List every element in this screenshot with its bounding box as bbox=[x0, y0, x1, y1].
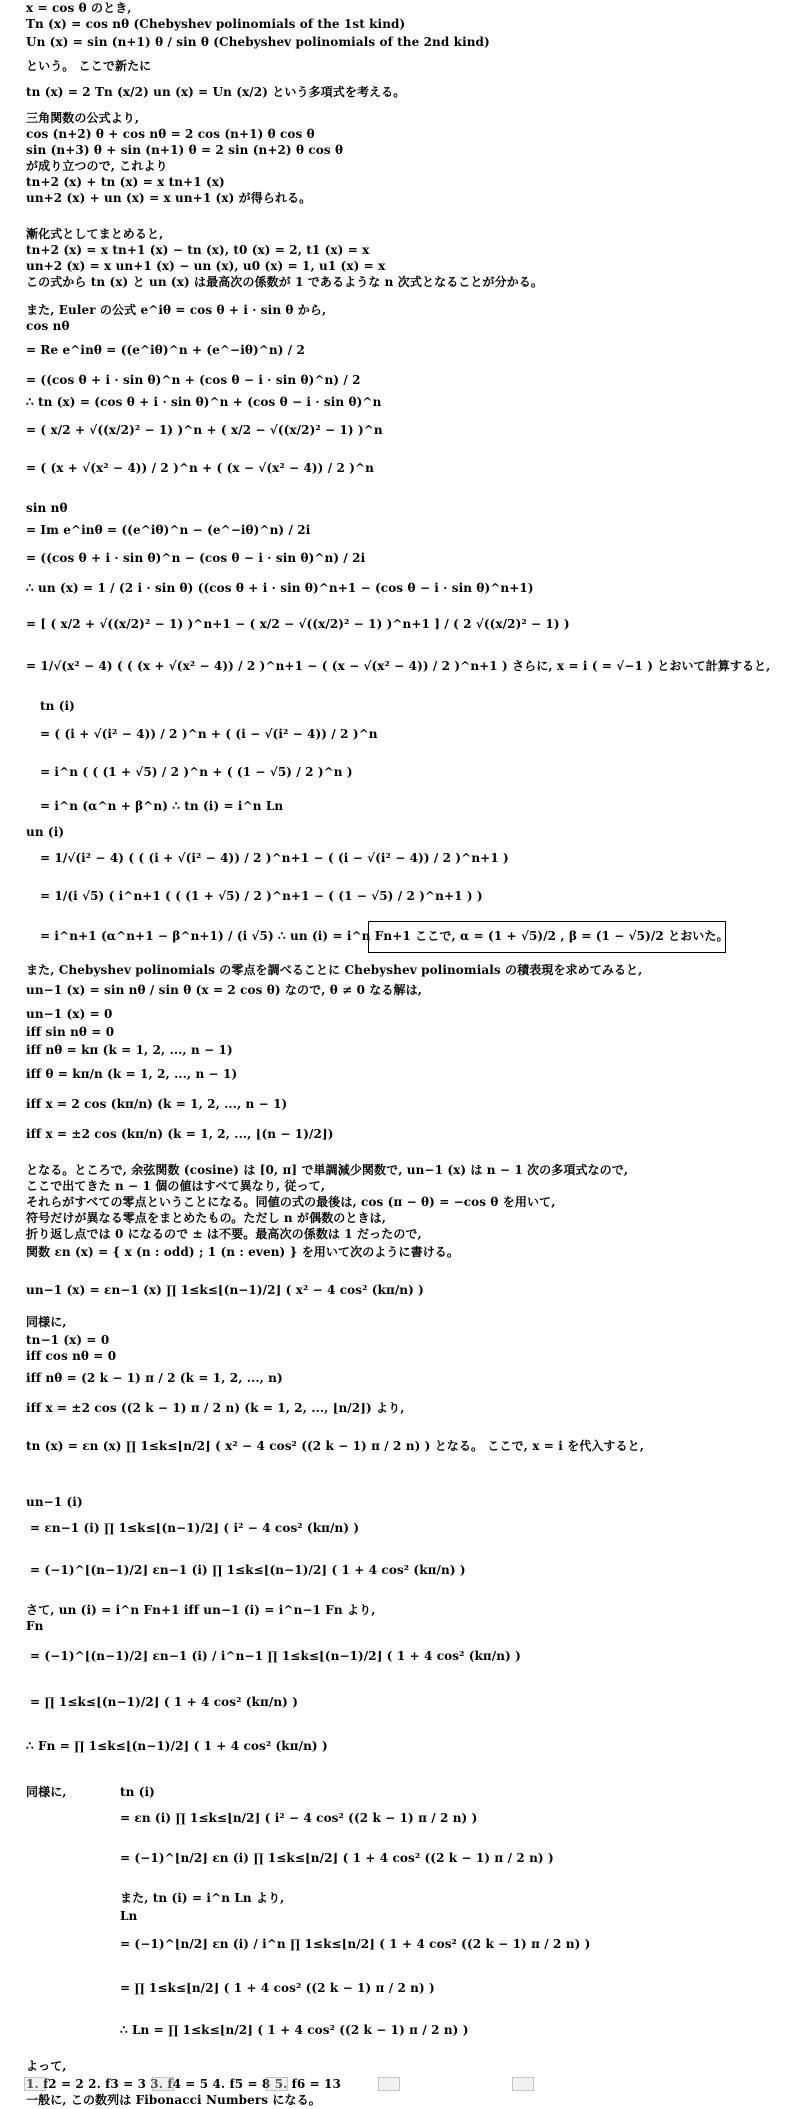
question-label-marker bbox=[152, 2077, 174, 2091]
text-line: = ∏ 1≤k≤⌊(n−1)/2⌋ ( 1 + 4 cos² (kπ/n) ) bbox=[30, 1695, 298, 1709]
text-line: 関数 εn (x) = { x (n : odd) ; 1 (n : even) } を用いて次のように書ける。 bbox=[26, 1245, 459, 1259]
text-line: それらがすべての零点ということになる。同値の式の最後は, cos (π − θ) = −cos θ を用いて, bbox=[26, 1195, 556, 1209]
text-line: よって, bbox=[26, 2059, 67, 2073]
text-line: tn+2 (x) = x tn+1 (x) − tn (x), t0 (x) = 2, t1 (x) = x bbox=[26, 243, 370, 257]
text-line: 同様に, bbox=[26, 1785, 67, 1799]
text-line: iff nθ = kπ (k = 1, 2, ..., n − 1) bbox=[26, 1043, 233, 1057]
text-line: 一般に, この数列は Fibonacci Numbers になる。 bbox=[26, 2093, 321, 2107]
text-line: sin (n+3) θ + sin (n+1) θ = 2 sin (n+2) θ cos θ bbox=[26, 143, 344, 157]
text-line: iff cos nθ = 0 bbox=[26, 1349, 117, 1363]
text-line: ∴ un (x) = 1 / (2 i · sin θ) ((cos θ + i · sin θ)^n+1 − (cos θ − i · sin θ)^n+1) bbox=[26, 581, 534, 595]
text-line: = Re e^inθ = ((e^iθ)^n + (e^−iθ)^n) / 2 bbox=[26, 343, 305, 357]
text-line: iff θ = kπ/n (k = 1, 2, ..., n − 1) bbox=[26, 1067, 238, 1081]
text-line: ∴ Fn = ∏ 1≤k≤⌊(n−1)/2⌋ ( 1 + 4 cos² (kπ/n) ) bbox=[26, 1739, 328, 1753]
alpha-beta-box bbox=[368, 921, 726, 953]
text-line: また, tn (i) = i^n Ln より, bbox=[120, 1891, 285, 1905]
text-line: = εn−1 (i) ∏ 1≤k≤⌊(n−1)/2⌋ ( i² − 4 cos² (kπ/n) ) bbox=[30, 1521, 360, 1535]
text-line: Tn (x) = cos nθ (Chebyshev polinomials of the 1st kind) bbox=[26, 17, 406, 31]
text-line: Ln bbox=[120, 1909, 138, 1923]
text-line: iff x = ±2 cos (kπ/n) (k = 1, 2, ..., ⌊(n − 1)/2⌋) bbox=[26, 1127, 334, 1141]
text-line: sin nθ bbox=[26, 501, 68, 515]
text-line: という。 ここで新たに bbox=[26, 59, 152, 73]
text-line: = (−1)^⌊n/2⌋ εn (i) ∏ 1≤k≤⌊n/2⌋ ( 1 + 4 cos² ((2 k − 1) π / 2 n) ) bbox=[120, 1851, 554, 1865]
text-line: また, Euler の公式 e^iθ = cos θ + i · sin θ から, bbox=[26, 303, 327, 317]
text-line: un−1 (x) = εn−1 (x) ∏ 1≤k≤⌊(n−1)/2⌋ ( x² − 4 cos² (kπ/n) ) bbox=[26, 1283, 424, 1297]
text-line: 三角関数の公式より, bbox=[26, 111, 140, 125]
text-line: iff sin nθ = 0 bbox=[26, 1025, 115, 1039]
text-line: さて, un (i) = i^n Fn+1 iff un−1 (i) = i^n−1 Fn より, bbox=[26, 1603, 376, 1617]
question-label-marker bbox=[24, 2077, 46, 2091]
text-line: = Im e^inθ = ((e^iθ)^n − (e^−iθ)^n) / 2i bbox=[26, 523, 311, 537]
text-line: tn (x) = εn (x) ∏ 1≤k≤⌊n/2⌋ ( x² − 4 cos² ((2 k − 1) π / 2 n) ) となる。 ここで, x = i を代入すると, bbox=[26, 1439, 645, 1453]
text-line: 折り返し点では 0 になるので ± は不要。最高次の係数は 1 だったので, bbox=[26, 1227, 422, 1241]
text-line: tn+2 (x) + tn (x) = x tn+1 (x) bbox=[26, 175, 225, 189]
text-line: Un (x) = sin (n+1) θ / sin θ (Chebyshev polinomials of the 2nd kind) bbox=[26, 35, 490, 49]
text-line: 符号だけが異なる零点をまとめたもの。ただし n が偶数のときは, bbox=[26, 1211, 386, 1225]
text-line: iff x = ±2 cos ((2 k − 1) π / 2 n) (k = 1, 2, ..., ⌊n/2⌋) より, bbox=[26, 1401, 405, 1415]
text-line: = 1/(i √5) ( i^n+1 ( ( (1 + √5) / 2 )^n+1 − ( (1 − √5) / 2 )^n+1 ) ) bbox=[40, 889, 483, 903]
text-line: 1. f2 = 2 2. f3 = 3 3. f4 = 5 4. f5 = 8 5. f6 = 13 bbox=[26, 2077, 341, 2091]
text-line: tn−1 (x) = 0 bbox=[26, 1333, 110, 1347]
question-label-marker bbox=[378, 2077, 400, 2091]
text-line: この式から tn (x) と un (x) は最高次の係数が 1 であるような n 次式となることが分かる。 bbox=[26, 275, 543, 289]
text-line: = [ ( x/2 + √((x/2)² − 1) )^n+1 − ( x/2 − √((x/2)² − 1) )^n+1 ] / ( 2 √((x/2)² − 1) ) bbox=[26, 617, 570, 631]
text-line: iff x = 2 cos (kπ/n) (k = 1, 2, ..., n − 1) bbox=[26, 1097, 288, 1111]
text-line: = ( (x + √(x² − 4)) / 2 )^n + ( (x − √(x² − 4)) / 2 )^n bbox=[26, 461, 374, 475]
text-line: 漸化式としてまとめると, bbox=[26, 227, 164, 241]
text-line: 同様に, bbox=[26, 1315, 67, 1329]
text-line: = i^n ( ( (1 + √5) / 2 )^n + ( (1 − √5) / 2 )^n ) bbox=[40, 765, 353, 779]
text-line: = εn (i) ∏ 1≤k≤⌊n/2⌋ ( i² − 4 cos² ((2 k − 1) π / 2 n) ) bbox=[120, 1811, 478, 1825]
text-line: = i^n (α^n + β^n) ∴ tn (i) = i^n Ln bbox=[40, 799, 284, 813]
text-line: cos (n+2) θ + cos nθ = 2 cos (n+1) θ cos θ bbox=[26, 127, 315, 141]
text-line: = ((cos θ + i · sin θ)^n − (cos θ − i · sin θ)^n) / 2i bbox=[26, 551, 366, 565]
text-line: Fn bbox=[26, 1619, 44, 1633]
text-line: tn (i) bbox=[120, 1785, 155, 1799]
text-line: iff nθ = (2 k − 1) π / 2 (k = 1, 2, ..., n) bbox=[26, 1371, 283, 1385]
text-line: = 1/√(i² − 4) ( ( (i + √(i² − 4)) / 2 )^n+1 − ( (i − √(i² − 4)) / 2 )^n+1 ) bbox=[40, 851, 509, 865]
text-line: = i^n+1 (α^n+1 − β^n+1) / (i √5) ∴ un (i) = i^n Fn+1 ここで, α = (1 + √5)/2 , β = (1 − √5)/2 とおいた。 bbox=[40, 929, 729, 943]
text-line: = (−1)^⌊(n−1)/2⌋ εn−1 (i) / i^n−1 ∏ 1≤k≤⌊(n−1)/2⌋ ( 1 + 4 cos² (kπ/n) ) bbox=[30, 1649, 521, 1663]
text-line: = ((cos θ + i · sin θ)^n + (cos θ − i · sin θ)^n) / 2 bbox=[26, 373, 361, 387]
text-line: = (−1)^⌊n/2⌋ εn (i) / i^n ∏ 1≤k≤⌊n/2⌋ ( 1 + 4 cos² ((2 k − 1) π / 2 n) ) bbox=[120, 1937, 591, 1951]
text-line: un−1 (x) = 0 bbox=[26, 1007, 113, 1021]
text-line: x = cos θ のとき, bbox=[26, 1, 132, 15]
text-line: un+2 (x) + un (x) = x un+1 (x) が得られる。 bbox=[26, 191, 312, 205]
question-label-marker bbox=[512, 2077, 534, 2091]
text-line: = ∏ 1≤k≤⌊n/2⌋ ( 1 + 4 cos² ((2 k − 1) π / 2 n) ) bbox=[120, 1981, 435, 1995]
text-line: = ( (i + √(i² − 4)) / 2 )^n + ( (i − √(i² − 4)) / 2 )^n bbox=[40, 727, 378, 741]
text-line: cos nθ bbox=[26, 319, 70, 333]
question-label-marker bbox=[266, 2077, 288, 2091]
text-line: ∴ Ln = ∏ 1≤k≤⌊n/2⌋ ( 1 + 4 cos² ((2 k − 1) π / 2 n) ) bbox=[120, 2023, 469, 2037]
text-line: tn (x) = 2 Tn (x/2) un (x) = Un (x/2) という多項式を考える。 bbox=[26, 85, 406, 99]
text-line: = 1/√(x² − 4) ( ( (x + √(x² − 4)) / 2 )^n+1 − ( (x − √(x² − 4)) / 2 )^n+1 ) さらに, x = i ( = √−1 ) とおいて計算すると, bbox=[26, 659, 771, 673]
text-line: ∴ tn (x) = (cos θ + i · sin θ)^n + (cos θ − i · sin θ)^n bbox=[26, 395, 382, 409]
text-line: が成り立つので, これより bbox=[26, 159, 168, 173]
text-line: また, Chebyshev polinomials の零点を調べることに Chebyshev polinomials の積表現を求めてみると, bbox=[26, 963, 643, 977]
text-line: un+2 (x) = x un+1 (x) − un (x), u0 (x) = 1, u1 (x) = x bbox=[26, 259, 386, 273]
text-line: tn (i) bbox=[40, 699, 75, 713]
text-line: un (i) bbox=[26, 825, 65, 839]
text-line: un−1 (x) = sin nθ / sin θ (x = 2 cos θ) なので, θ ≠ 0 なる解は, bbox=[26, 983, 422, 997]
text-line: となる。ところで, 余弦関数 (cosine) は [0, π] で単調減少関数で, un−1 (x) は n − 1 次の多項式なので, bbox=[26, 1163, 629, 1177]
text-line: = ( x/2 + √((x/2)² − 1) )^n + ( x/2 − √((x/2)² − 1) )^n bbox=[26, 423, 383, 437]
text-line: un−1 (i) bbox=[26, 1495, 83, 1509]
text-line: = (−1)^⌊(n−1)/2⌋ εn−1 (i) ∏ 1≤k≤⌊(n−1)/2⌋ ( 1 + 4 cos² (kπ/n) ) bbox=[30, 1563, 466, 1577]
text-line: ここで出てきた n − 1 個の値はすべて異なり, 従って, bbox=[26, 1179, 326, 1193]
